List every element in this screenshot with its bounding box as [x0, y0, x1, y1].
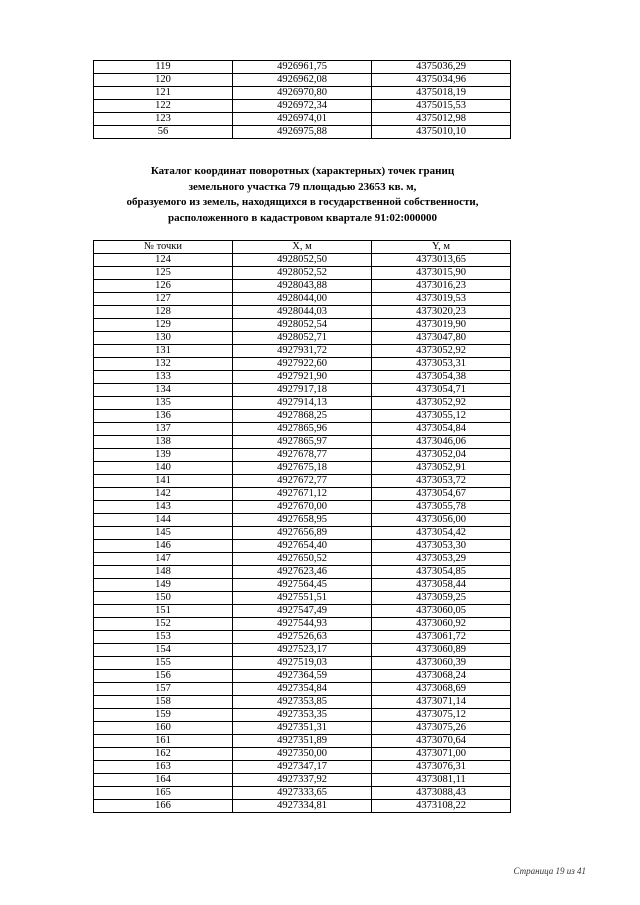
y-coordinate-cell: 4373054,42: [372, 527, 511, 540]
catalog-title: [90, 164, 515, 226]
y-coordinate-cell: 4373020,23: [372, 306, 511, 319]
x-coordinate-cell: 4927865,96: [233, 423, 372, 436]
point-number-cell: 125: [94, 267, 233, 280]
y-coordinate-cell: 4373052,92: [372, 345, 511, 358]
x-coordinate-cell: 4927922,60: [233, 358, 372, 371]
x-coordinate-cell: 4927353,85: [233, 696, 372, 709]
x-coordinate-cell: 4927678,77: [233, 449, 372, 462]
table-row: [94, 683, 511, 696]
point-number-cell: 145: [94, 527, 233, 540]
table-row: [94, 722, 511, 735]
y-coordinate-cell: 4373070,64: [372, 735, 511, 748]
point-number-cell: 56: [94, 126, 233, 139]
point-number-cell: 156: [94, 670, 233, 683]
table-row: [94, 800, 511, 813]
table-row: [94, 488, 511, 501]
x-coordinate-cell: 4927519,03: [233, 657, 372, 670]
x-coordinate-cell: 4927337,92: [233, 774, 372, 787]
point-number-cell: 165: [94, 787, 233, 800]
table-row: [94, 657, 511, 670]
table-row: [94, 371, 511, 384]
point-number-cell: 152: [94, 618, 233, 631]
table-row: [94, 423, 511, 436]
x-coordinate-cell: 4927650,52: [233, 553, 372, 566]
point-number-cell: 126: [94, 280, 233, 293]
y-coordinate-cell: 4373054,84: [372, 423, 511, 436]
y-coordinate-cell: 4373075,12: [372, 709, 511, 722]
table-row: [94, 397, 511, 410]
point-number-cell: 153: [94, 631, 233, 644]
y-coordinate-cell: 4373052,92: [372, 397, 511, 410]
point-number-cell: 162: [94, 748, 233, 761]
y-coordinate-cell: 4375015,53: [372, 100, 511, 113]
table-row: [94, 644, 511, 657]
y-coordinate-cell: 4373060,05: [372, 605, 511, 618]
x-coordinate-cell: 4927675,18: [233, 462, 372, 475]
y-coordinate-cell: 4375018,19: [372, 87, 511, 100]
table-row: [94, 631, 511, 644]
header-point-number: № точки: [94, 241, 233, 254]
catalog-title-line-3: образуемого из земель, находящихся в государственной собственности,: [126, 196, 479, 208]
y-coordinate-cell: 4375010,10: [372, 126, 511, 139]
y-coordinate-cell: 4373052,91: [372, 462, 511, 475]
x-coordinate-cell: 4926975,88: [233, 126, 372, 139]
point-number-cell: 150: [94, 592, 233, 605]
y-coordinate-cell: 4373054,85: [372, 566, 511, 579]
y-coordinate-cell: 4373076,31: [372, 761, 511, 774]
point-number-cell: 166: [94, 800, 233, 813]
table-row: [94, 113, 511, 126]
y-coordinate-cell: 4373054,71: [372, 384, 511, 397]
table-row: [94, 761, 511, 774]
y-coordinate-cell: 4373068,69: [372, 683, 511, 696]
main-table-header: [94, 241, 511, 254]
x-coordinate-cell: 4927623,46: [233, 566, 372, 579]
y-coordinate-cell: 4373054,67: [372, 488, 511, 501]
y-coordinate-cell: 4373046,06: [372, 436, 511, 449]
y-coordinate-cell: 4373053,30: [372, 540, 511, 553]
y-coordinate-cell: 4373058,44: [372, 579, 511, 592]
x-coordinate-cell: 4928052,50: [233, 254, 372, 267]
x-coordinate-cell: 4927921,90: [233, 371, 372, 384]
y-coordinate-cell: 4373081,11: [372, 774, 511, 787]
x-coordinate-cell: 4927868,25: [233, 410, 372, 423]
point-number-cell: 146: [94, 540, 233, 553]
point-number-cell: 151: [94, 605, 233, 618]
table-row: [94, 462, 511, 475]
point-number-cell: 120: [94, 74, 233, 87]
x-coordinate-cell: 4927551,51: [233, 592, 372, 605]
point-number-cell: 140: [94, 462, 233, 475]
point-number-cell: 160: [94, 722, 233, 735]
table-row: [94, 527, 511, 540]
x-coordinate-cell: 4927523,17: [233, 644, 372, 657]
x-coordinate-cell: 4927671,12: [233, 488, 372, 501]
y-coordinate-cell: 4373053,31: [372, 358, 511, 371]
table-row: [94, 748, 511, 761]
catalog-title-line-2: земельного участка 79 площадью 23653 кв. м,: [188, 180, 417, 193]
x-coordinate-cell: 4927354,84: [233, 683, 372, 696]
y-coordinate-cell: 4373108,22: [372, 800, 511, 813]
table-row: [94, 306, 511, 319]
point-number-cell: 141: [94, 475, 233, 488]
point-number-cell: 131: [94, 345, 233, 358]
y-coordinate-cell: 4373060,89: [372, 644, 511, 657]
header-x: X, м: [233, 241, 372, 254]
x-coordinate-cell: 4927547,49: [233, 605, 372, 618]
x-coordinate-cell: 4928052,71: [233, 332, 372, 345]
table-row: [94, 87, 511, 100]
point-number-cell: 158: [94, 696, 233, 709]
table-row: [94, 540, 511, 553]
point-number-cell: 129: [94, 319, 233, 332]
y-coordinate-cell: 4373019,90: [372, 319, 511, 332]
point-number-cell: 143: [94, 501, 233, 514]
point-number-cell: 136: [94, 410, 233, 423]
table-row: [94, 709, 511, 722]
point-number-cell: 123: [94, 113, 233, 126]
x-coordinate-cell: 4927333,65: [233, 787, 372, 800]
point-number-cell: 128: [94, 306, 233, 319]
table-row: [94, 293, 511, 306]
y-coordinate-cell: 4373052,04: [372, 449, 511, 462]
x-coordinate-cell: 4927351,31: [233, 722, 372, 735]
main-coordinates-table: [93, 240, 511, 813]
table-row: [94, 618, 511, 631]
point-number-cell: 142: [94, 488, 233, 501]
y-coordinate-cell: 4373060,92: [372, 618, 511, 631]
x-coordinate-cell: 4927931,72: [233, 345, 372, 358]
y-coordinate-cell: 4373068,24: [372, 670, 511, 683]
table-row: [94, 592, 511, 605]
point-number-cell: 127: [94, 293, 233, 306]
point-number-cell: 130: [94, 332, 233, 345]
table-row: [94, 126, 511, 139]
catalog-title-line-1: Каталог координат поворотных (характерных) точек границ: [150, 165, 455, 177]
table-row: [94, 345, 511, 358]
point-number-cell: 133: [94, 371, 233, 384]
y-coordinate-cell: 4375036,29: [372, 61, 511, 74]
x-coordinate-cell: 4926972,34: [233, 100, 372, 113]
y-coordinate-cell: 4373075,26: [372, 722, 511, 735]
table-row: [94, 579, 511, 592]
point-number-cell: 161: [94, 735, 233, 748]
point-number-cell: 157: [94, 683, 233, 696]
y-coordinate-cell: 4373013,65: [372, 254, 511, 267]
y-coordinate-cell: 4373016,23: [372, 280, 511, 293]
x-coordinate-cell: 4928043,88: [233, 280, 372, 293]
point-number-cell: 139: [94, 449, 233, 462]
table-row: [94, 774, 511, 787]
point-number-cell: 137: [94, 423, 233, 436]
catalog-title-line-4: расположенного в кадастровом квартале 91:02:000000: [167, 211, 438, 224]
y-coordinate-cell: 4373088,43: [372, 787, 511, 800]
x-coordinate-cell: 4927364,59: [233, 670, 372, 683]
main-table-body: [94, 254, 511, 813]
x-coordinate-cell: 4927526,63: [233, 631, 372, 644]
y-coordinate-cell: 4373053,29: [372, 553, 511, 566]
point-number-cell: 163: [94, 761, 233, 774]
point-number-cell: 119: [94, 61, 233, 74]
table-row: [94, 501, 511, 514]
point-number-cell: 122: [94, 100, 233, 113]
point-number-cell: 124: [94, 254, 233, 267]
table-row: [94, 74, 511, 87]
table-row: [94, 358, 511, 371]
x-coordinate-cell: 4927351,89: [233, 735, 372, 748]
table-row: [94, 605, 511, 618]
y-coordinate-cell: 4375012,98: [372, 113, 511, 126]
x-coordinate-cell: 4926974,01: [233, 113, 372, 126]
table-row: [94, 514, 511, 527]
x-coordinate-cell: 4928044,00: [233, 293, 372, 306]
table-row: [94, 449, 511, 462]
table-row: [94, 332, 511, 345]
table-row: [94, 254, 511, 267]
point-number-cell: 155: [94, 657, 233, 670]
y-coordinate-cell: 4373055,12: [372, 410, 511, 423]
table-row: [94, 319, 511, 332]
y-coordinate-cell: 4373061,72: [372, 631, 511, 644]
x-coordinate-cell: 4928052,52: [233, 267, 372, 280]
table-row: [94, 61, 511, 74]
point-number-cell: 144: [94, 514, 233, 527]
table-row: [94, 553, 511, 566]
x-coordinate-cell: 4927564,45: [233, 579, 372, 592]
x-coordinate-cell: 4927334,81: [233, 800, 372, 813]
x-coordinate-cell: 4927350,00: [233, 748, 372, 761]
x-coordinate-cell: 4927672,77: [233, 475, 372, 488]
y-coordinate-cell: 4373060,39: [372, 657, 511, 670]
point-number-cell: 159: [94, 709, 233, 722]
header-y: Y, м: [372, 241, 511, 254]
table-row: [94, 735, 511, 748]
table-row: [94, 787, 511, 800]
y-coordinate-cell: 4373055,78: [372, 501, 511, 514]
x-coordinate-cell: 4927353,35: [233, 709, 372, 722]
x-coordinate-cell: 4928052,54: [233, 319, 372, 332]
point-number-cell: 154: [94, 644, 233, 657]
y-coordinate-cell: 4373019,53: [372, 293, 511, 306]
point-number-cell: 132: [94, 358, 233, 371]
point-number-cell: 121: [94, 87, 233, 100]
table-row: [94, 475, 511, 488]
table-row: [94, 696, 511, 709]
point-number-cell: 148: [94, 566, 233, 579]
point-number-cell: 134: [94, 384, 233, 397]
y-coordinate-cell: 4373056,00: [372, 514, 511, 527]
x-coordinate-cell: 4928044,03: [233, 306, 372, 319]
table-row: [94, 436, 511, 449]
point-number-cell: 147: [94, 553, 233, 566]
y-coordinate-cell: 4373047,80: [372, 332, 511, 345]
x-coordinate-cell: 4927917,18: [233, 384, 372, 397]
x-coordinate-cell: 4927670,00: [233, 501, 372, 514]
y-coordinate-cell: 4373059,25: [372, 592, 511, 605]
point-number-cell: 164: [94, 774, 233, 787]
x-coordinate-cell: 4927544,93: [233, 618, 372, 631]
x-coordinate-cell: 4927347,17: [233, 761, 372, 774]
point-number-cell: 149: [94, 579, 233, 592]
y-coordinate-cell: 4375034,96: [372, 74, 511, 87]
x-coordinate-cell: 4927658,95: [233, 514, 372, 527]
y-coordinate-cell: 4373053,72: [372, 475, 511, 488]
x-coordinate-cell: 4926970,80: [233, 87, 372, 100]
y-coordinate-cell: 4373054,38: [372, 371, 511, 384]
table-row: [94, 267, 511, 280]
table-row: [94, 566, 511, 579]
point-number-cell: 135: [94, 397, 233, 410]
point-number-cell: 138: [94, 436, 233, 449]
y-coordinate-cell: 4373015,90: [372, 267, 511, 280]
x-coordinate-cell: 4927654,40: [233, 540, 372, 553]
table-row: [94, 670, 511, 683]
header-row: [94, 241, 511, 254]
table-row: [94, 410, 511, 423]
x-coordinate-cell: 4927865,97: [233, 436, 372, 449]
table-row: [94, 384, 511, 397]
top-table-body: [94, 61, 511, 139]
page-number: Страница 19 из 41: [513, 866, 586, 876]
x-coordinate-cell: 4927914,13: [233, 397, 372, 410]
top-coordinates-table: [93, 60, 511, 139]
x-coordinate-cell: 4926962,08: [233, 74, 372, 87]
y-coordinate-cell: 4373071,00: [372, 748, 511, 761]
x-coordinate-cell: 4927656,89: [233, 527, 372, 540]
table-row: [94, 280, 511, 293]
x-coordinate-cell: 4926961,75: [233, 61, 372, 74]
y-coordinate-cell: 4373071,14: [372, 696, 511, 709]
table-row: [94, 100, 511, 113]
